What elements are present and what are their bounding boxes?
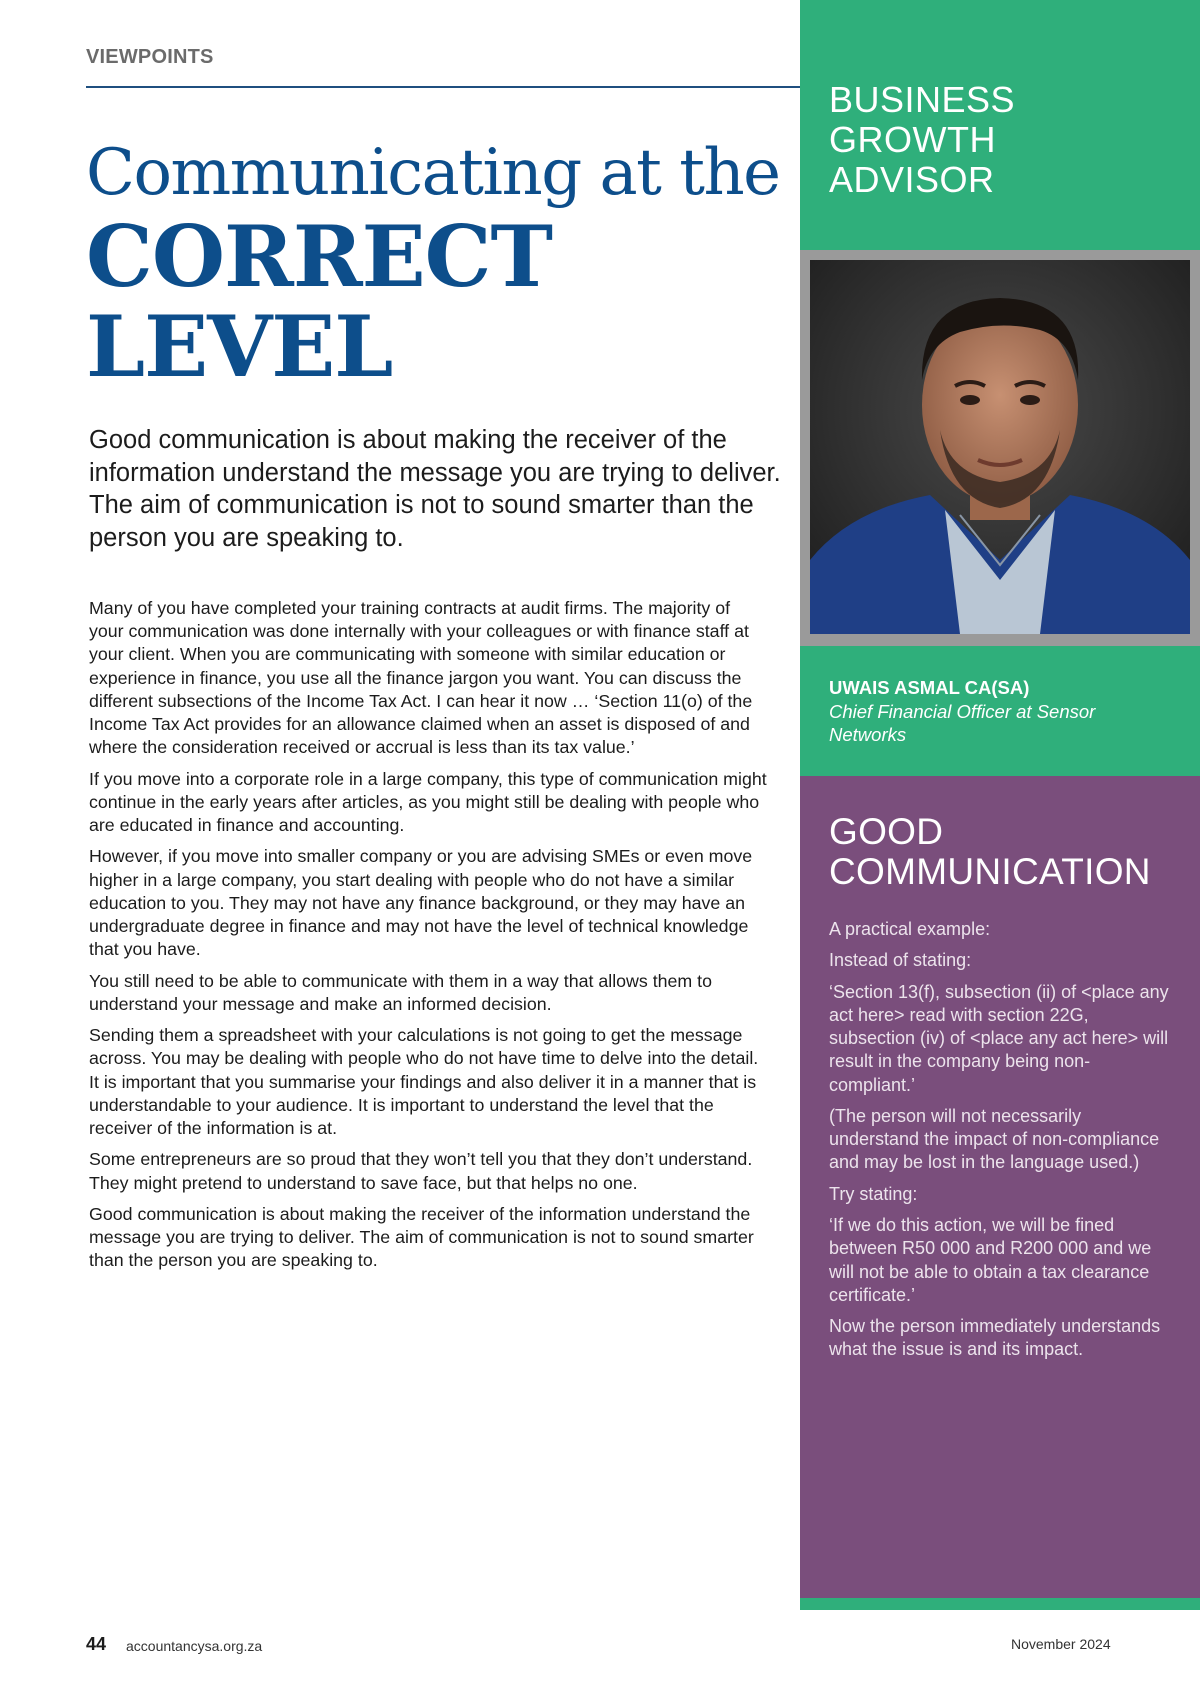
callout-paragraph: ‘Section 13(f), subsection (ii) of <place any act here> read with section 22G, subsection (iv) of <place any act here> will result in the company being non-compliant.’	[829, 981, 1169, 1095]
sidebar-heading-line: GROWTH	[829, 119, 996, 160]
sidebar	[800, 0, 1200, 1610]
footer-website: accountancysa.org.za	[126, 1638, 263, 1654]
callout-paragraph: (The person will not necessarily understand the impact of non-compliance and may be lost in the language used.)	[829, 1105, 1160, 1173]
callout-paragraph: Try stating:	[829, 1183, 918, 1204]
callout-heading-line: GOOD	[829, 811, 944, 852]
article-body	[89, 597, 769, 1281]
body-paragraph: Sending them a spreadsheet with your calculations is not going to get the message across. You may be dealing with people who do not have time to delve into the detail. It is important that you summarise your findings and also deliver it in a manner that is understandable to your audience. It is important to understand the level that the receiver of the information is at.	[89, 1025, 759, 1139]
body-paragraph: If you move into a corporate role in a large company, this type of communication might continue in the early years after articles, as you might still be dealing with people who are educated in finance and accounting.	[89, 768, 767, 836]
body-paragraph: Some entrepreneurs are so proud that they won’t tell you that they don’t understand. They might pretend to understand to save face, but that helps no one.	[89, 1149, 753, 1193]
body-paragraph: Good communication is about making the receiver of the information understand the message you are trying to deliver. The aim of communication is not to sound smarter than the person you are speaking to.	[89, 1204, 754, 1271]
author-name: UWAIS ASMAL CA(SA)	[829, 677, 1030, 698]
header-rule	[86, 86, 800, 88]
body-paragraph: Many of you have completed your training contracts at audit firms. The majority of your communication was done internally with your colleagues or with finance staff at your client. When you are communicating with someone with similar education or experience in finance, you use all the finance jargon you want. You can discuss the different subsections of the Income Tax Act. I can hear it now … ‘Section 11(o) of the Income Tax Act provides for an allowance claimed when an asset is disposed of and where the consideration received or accrual is less than its tax value.’	[89, 598, 753, 758]
footer-date: November 2024	[1011, 1636, 1111, 1652]
sidebar-heading-line: BUSINESS	[829, 79, 1016, 120]
sidebar-heading-line: ADVISOR	[829, 159, 995, 200]
author-title: Chief Financial Officer at Sensor Networks	[829, 701, 1096, 745]
author-photo	[810, 260, 1190, 634]
headline-line-3: LEVEL	[86, 297, 393, 396]
callout-paragraph: ‘If we do this action, we will be fined between R50 000 and R200 000 and we will not be able to obtain a tax clearance certificate.’	[829, 1215, 1152, 1305]
callout-paragraph: Instead of stating:	[829, 950, 972, 971]
callout-heading-line: COMMUNICATION	[829, 851, 1151, 892]
callout-body	[829, 918, 1174, 1370]
sidebar-footer-bar	[800, 1598, 1200, 1610]
section-label: VIEWPOINTS	[86, 46, 214, 68]
sidebar-heading	[829, 80, 1015, 200]
body-paragraph: You still need to be able to communicate with them in a way that allows them to understand your message and make an informed decision.	[89, 970, 713, 1014]
standfirst: Good communication is about making the receiver of the information understand the message you are trying to deliver. The aim of communication is not to sound smarter than the person you are speaking to.	[89, 426, 781, 552]
callout-paragraph: Now the person immediately understands what the issue is and its impact.	[829, 1316, 1161, 1360]
callout-paragraph: A practical example:	[829, 919, 991, 939]
author-photo-frame	[800, 250, 1200, 646]
page-number: 44	[86, 1634, 107, 1654]
callout-heading	[829, 812, 1189, 892]
article-headline	[86, 134, 786, 396]
headline-line-2: CORRECT	[86, 207, 553, 306]
headline-line-1: Communicating at the	[86, 136, 780, 210]
body-paragraph: However, if you move into smaller company or you are advising SMEs or even move higher in a large company, you start dealing with people who do not have a similar education to you. They may not have any finance background, or they may have an undergraduate degree in finance and may not have the level of technical knowledge that you have.	[89, 846, 753, 960]
